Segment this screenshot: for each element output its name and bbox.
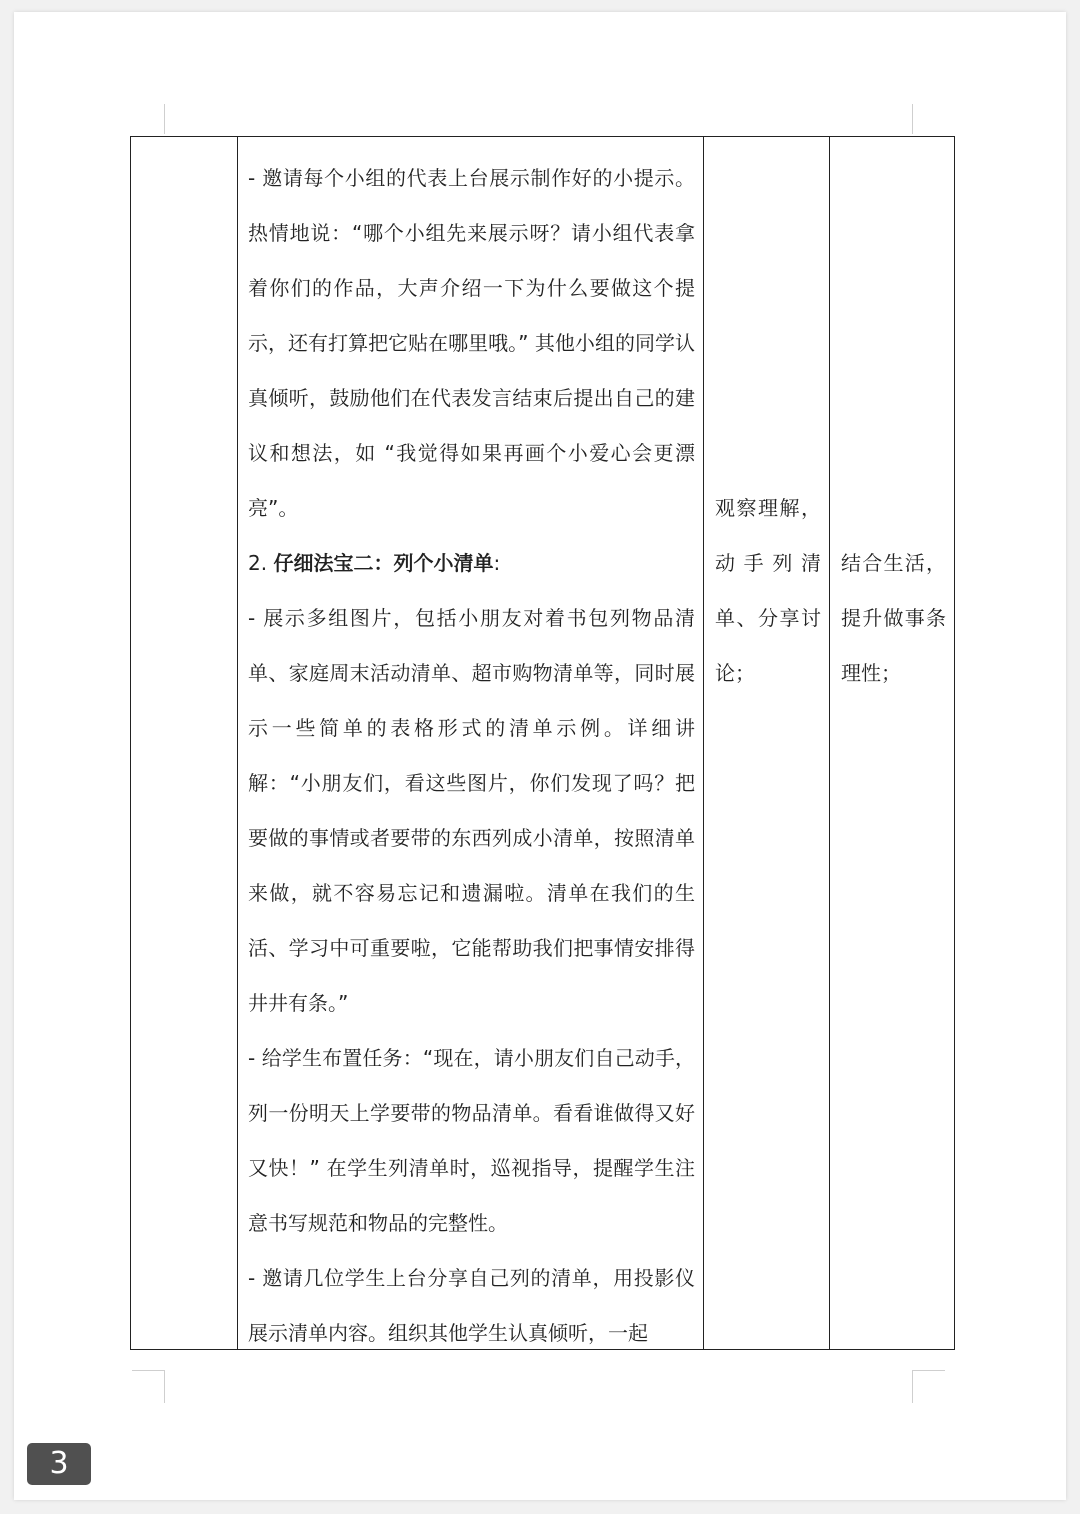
- crop-mark-top-right: [912, 104, 935, 134]
- paragraph-invite-share: - 邀请几位学生上台分享自己列的清单，用投影仪展示清单内容。组织其他学生认真倾听，一起: [248, 1266, 695, 1345]
- crop-mark-bottom-right: [912, 1370, 945, 1403]
- design-intent-text: 结合生活，提升做事条理性；: [841, 551, 946, 685]
- section-heading-title: 仔细法宝二：列个小清单: [273, 551, 494, 575]
- table-row: [131, 137, 955, 1350]
- document-page: [14, 12, 1066, 1500]
- section-heading-colon: :: [493, 551, 501, 575]
- paragraph-assign-task: - 给学生布置任务：“现在，请小朋友们自己动手，列一份明天上学要带的物品清单。看看谁做得又好又快！” 在学生列清单时，巡视指导，提醒学生注意书写规范和物品的完整性。: [248, 1046, 695, 1235]
- table-cell-design-intent: [830, 137, 955, 1350]
- table-cell-teaching-activities: [238, 137, 704, 1350]
- table-cell-student-activities: [704, 137, 830, 1350]
- paragraph-group-presentation: - 邀请每个小组的代表上台展示制作好的小提示。热情地说：“哪个小组先来展示呀？请小组代表拿着你们的作品，大声介绍一下为什么要做这个提示，还有打算把它贴在哪里哦。” 其他小组的同学认真倾听，鼓励他们在代表发言结束后提出自己的建议和想法，如 “我觉得如果再画个小爱心会更漂亮”。: [248, 166, 695, 520]
- paragraph-show-pictures: - 展示多组图片，包括小朋友对着书包列物品清单、家庭周末活动清单、超市购物清单等，同时展示一些简单的表格形式的清单示例。详细讲解：“小朋友们，看这些图片，你们发现了吗？把要做的事情或者要带的东西列成小清单，按照清单来做，就不容易忘记和遗漏啦。清单在我们的生活、学习中可重要啦，它能帮助我们把事情安排得井井有条。”: [248, 606, 695, 1015]
- student-activities-text: 观察理解，动手列清单、分享讨论；: [715, 496, 821, 685]
- page-number-badge: 3: [27, 1443, 91, 1485]
- crop-mark-top-left: [142, 104, 165, 134]
- section-heading: [248, 536, 695, 591]
- section-heading-number: 2.: [248, 551, 274, 575]
- lesson-plan-table: [130, 136, 955, 1350]
- teaching-activities-text: [238, 137, 703, 1349]
- table-cell-empty: [131, 137, 238, 1350]
- crop-mark-bottom-left: [132, 1370, 165, 1403]
